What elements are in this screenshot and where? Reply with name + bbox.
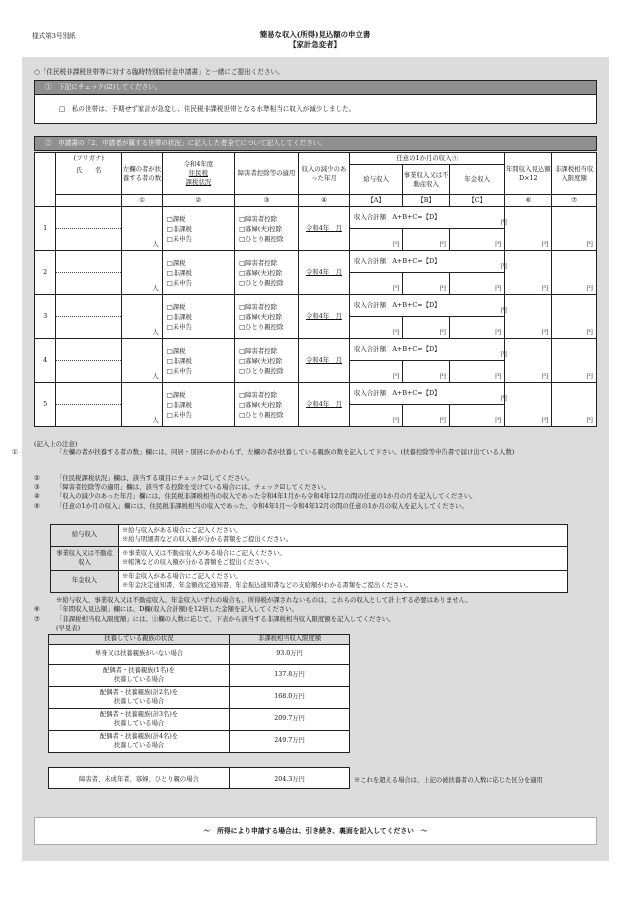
limit-input[interactable]: 円 <box>552 295 597 339</box>
annual-input[interactable]: 円 <box>505 251 552 295</box>
tax-status-option[interactable]: □課税 <box>166 258 186 267</box>
dependents-input[interactable]: 人 <box>122 251 162 295</box>
income-type-label: 年金収入 <box>51 571 119 593</box>
col-2-marker: ② <box>162 195 234 207</box>
pension-header: 年金収入 <box>450 165 505 195</box>
table-row <box>35 383 597 405</box>
section1-banner: ① 下記にチェック(☑)してください。 <box>34 80 597 95</box>
document-subtitle: 【家計急変者】 <box>289 40 341 49</box>
deduction-option[interactable]: □ひとり親控除 <box>239 322 284 331</box>
tax-status-checks[interactable] <box>162 383 234 427</box>
deduction-option[interactable]: □障害者控除 <box>239 258 278 267</box>
sum-yen[interactable]: 円 <box>501 383 505 405</box>
table-row <box>35 207 597 229</box>
income-type-text: ※給与収入がある場合にご記入ください。 ※給与明細書などの収入額が分かる書類をご提出ください。 <box>119 525 568 547</box>
deduction-option[interactable]: □ひとり親控除 <box>239 410 284 419</box>
limit-status: 配偶者・扶養親族(1名)を 扶養している場合 <box>49 665 230 687</box>
salary-header: 給与収入 <box>350 165 403 195</box>
month-header: 収入の減少のあった年月 <box>298 153 349 195</box>
annual-input[interactable]: 円 <box>505 383 552 427</box>
annual-input[interactable]: 円 <box>505 295 552 339</box>
income-type-label: 事業収入又は不動産収入 <box>51 547 119 571</box>
form-number: 様式第3号別紙 <box>32 32 76 40</box>
salary-input[interactable]: 円 <box>350 405 403 427</box>
business-input[interactable]: 円 <box>403 317 450 339</box>
sum-label: 収入合計額 A+B+C=【D】 <box>350 207 501 229</box>
dependents-input[interactable]: 人 <box>122 207 162 251</box>
annual-input[interactable]: 円 <box>505 207 552 251</box>
sum-label: 収入合計額 A+B+C=【D】 <box>350 295 501 317</box>
limit-input[interactable]: 円 <box>552 207 597 251</box>
income-note: ※給与収入、事業収入又は不動産収入、年金収入いずれの場合も、所得税が課されないものは、これらの収入として計上する必要はありません。 <box>56 596 472 604</box>
col-c-marker: 【C】 <box>450 195 505 207</box>
row-number: 2 <box>35 251 56 295</box>
pension-input[interactable]: 円 <box>450 229 505 251</box>
business-header: 事業収入又は不動産収入 <box>403 165 450 195</box>
month-input[interactable]: 令和4年 月 <box>298 339 349 383</box>
kana-input[interactable] <box>56 383 122 405</box>
row-number: 5 <box>35 383 56 427</box>
notes-heading: (記入上の注意) <box>34 440 78 448</box>
col-b-marker: 【B】 <box>403 195 450 207</box>
note-1: ① 「左欄の者が扶養する者の数」欄には、同居・別居にかかわらず、左欄の者が扶養している親族の数を記入して下さい。(扶養控除等申告書で届け出ている人数) <box>12 448 515 456</box>
row-number: 1 <box>35 207 56 251</box>
sum-label: 収入合計額 A+B+C=【D】 <box>350 383 501 405</box>
limit-amount: 137.8万円 <box>230 665 350 687</box>
tax-status-checks[interactable] <box>162 207 234 251</box>
deduction-option[interactable]: □寡婦(夫)控除 <box>239 400 283 409</box>
deduction-option[interactable]: □ひとり親控除 <box>239 278 284 287</box>
name-input[interactable] <box>56 405 122 427</box>
dependents-input[interactable]: 人 <box>122 383 162 427</box>
kana-input[interactable] <box>56 207 122 229</box>
any-month-header: 任意の1か月の収入⑤ <box>350 153 505 165</box>
tax-status-option[interactable]: □課税 <box>166 302 186 311</box>
limit-amount: 249.7万円 <box>230 731 350 753</box>
sum-yen[interactable]: 円 <box>501 251 505 273</box>
kana-input[interactable] <box>56 295 122 317</box>
footer-note: ～ 所得により申請する場合は、引き続き、裏面を記入してください ～ <box>34 817 597 845</box>
salary-input[interactable]: 円 <box>350 361 403 383</box>
tax-status-option[interactable]: □非課税 <box>166 312 192 321</box>
tax-status-option[interactable]: □課税 <box>166 214 186 223</box>
annual-header: 年間収入見込額 D×12 <box>505 153 552 195</box>
deduction-option[interactable]: □寡婦(夫)控除 <box>239 356 283 365</box>
tax-status-option[interactable]: □非課税 <box>166 268 192 277</box>
tax-status-checks[interactable] <box>162 295 234 339</box>
household-table <box>34 152 597 427</box>
deduction-option[interactable]: □障害者控除 <box>239 346 278 355</box>
limit-input[interactable]: 円 <box>552 251 597 295</box>
tax-status-checks[interactable] <box>162 339 234 383</box>
business-input[interactable]: 円 <box>403 229 450 251</box>
note-7: ⑦ 「非課税相当収入限度額」には、①欄の人数に応じて、下表から該当する非課税相当収入限度額を記入してください。 <box>34 615 395 623</box>
tax-status-option[interactable]: □非課税 <box>166 400 192 409</box>
deduction-option[interactable]: □障害者控除 <box>239 390 278 399</box>
limit-header: 非課税相当収入限度額 <box>552 153 597 195</box>
business-input[interactable]: 円 <box>403 405 450 427</box>
limit-amount: 209.7万円 <box>230 709 350 731</box>
col-6-marker: ⑥ <box>505 195 552 207</box>
annual-input[interactable]: 円 <box>505 339 552 383</box>
limit-header-status: 扶養している親族の状況 <box>49 635 230 645</box>
month-input[interactable]: 令和4年 月 <box>298 295 349 339</box>
note-4: ④ 「収入の減少のあった年月」欄には、住民税非課税相当の収入であった令和4年1月から令和4年12月の間の任意の1か月の月を記入してください。 <box>34 492 477 500</box>
col-3-marker: ③ <box>235 195 299 207</box>
name-input[interactable] <box>56 229 122 251</box>
note-3: ③ 「障害者控除等の適用」欄は、該当する控除を受けている場合には、チェック☑してください。 <box>34 483 330 491</box>
section1-checkbox-row[interactable] <box>34 95 597 124</box>
tax-status-option[interactable]: □非課税 <box>166 356 192 365</box>
limit-amount: 168.0万円 <box>230 687 350 709</box>
deduction-checks[interactable] <box>235 295 299 339</box>
tax-status-option[interactable]: □非課税 <box>166 224 192 233</box>
tax-status-option[interactable]: □未申告 <box>166 322 192 331</box>
limit-status: 配偶者・扶養親族(計2名)を 扶養している場合 <box>49 687 230 709</box>
business-input[interactable]: 円 <box>403 361 450 383</box>
limit-row <box>49 731 350 753</box>
pension-input[interactable]: 円 <box>450 273 505 295</box>
limit-row <box>49 709 350 731</box>
name-input[interactable] <box>56 317 122 339</box>
limit-row <box>49 687 350 709</box>
limit-status: 配偶者・扶養親族(計3名)を 扶養している場合 <box>49 709 230 731</box>
limit-input[interactable]: 円 <box>552 383 597 427</box>
kana-input[interactable] <box>56 251 122 273</box>
limit-table <box>48 634 350 753</box>
limit-status: 単身又は扶養親族がいない場合 <box>49 645 230 665</box>
col-a-marker: 【A】 <box>350 195 403 207</box>
tax-status-option[interactable]: □未申告 <box>166 366 192 375</box>
income-type-table <box>50 524 568 593</box>
name-input[interactable] <box>56 273 122 295</box>
deduction-option[interactable]: □ひとり親控除 <box>239 366 284 375</box>
income-type-row <box>51 571 568 593</box>
intro-text: ○「住民税非課税世帯等に対する臨時特別給付金申請書」と一緒にご提出ください。 <box>34 68 284 76</box>
row-number: 3 <box>35 295 56 339</box>
dependents-header: 左欄の者が扶養する者の数 <box>122 153 162 195</box>
pension-input[interactable]: 円 <box>450 405 505 427</box>
document-title: 簡易な収入(所得)見込額の申立書 <box>259 30 371 39</box>
deduction-option[interactable]: □障害者控除 <box>239 214 278 223</box>
deduction-checks[interactable] <box>235 339 299 383</box>
limit-special-amount: 204.3万円 <box>230 768 350 789</box>
limit-header-amount: 非課税相当収入限度額 <box>230 635 350 645</box>
deduction-header: 障害者控除等の適用 <box>235 153 299 195</box>
salary-input[interactable]: 円 <box>350 317 403 339</box>
limit-special-table <box>48 767 350 789</box>
business-input[interactable]: 円 <box>403 273 450 295</box>
limit-input[interactable]: 円 <box>552 339 597 383</box>
month-input[interactable]: 令和4年 月 <box>298 383 349 427</box>
tax-status-checks[interactable] <box>162 251 234 295</box>
col-4-marker: ④ <box>298 195 349 207</box>
income-type-row <box>51 525 568 547</box>
limit-over-note: ※これを超える場合は、上記の被扶養者の人数に応じた区分を適用 <box>354 777 543 784</box>
table-row <box>35 251 597 273</box>
deduction-option[interactable]: □寡婦(夫)控除 <box>239 268 283 277</box>
limit-row <box>49 665 350 687</box>
month-input[interactable]: 令和4年 月 <box>298 207 349 251</box>
deduction-option[interactable]: □寡婦(夫)控除 <box>239 312 283 321</box>
tax-status-header: 令和4年度 住民税 課税状況 <box>162 153 234 195</box>
month-input[interactable]: 令和4年 月 <box>298 251 349 295</box>
row-number: 4 <box>35 339 56 383</box>
income-type-text: ※事業収入又は不動産収入がある場合にご記入ください。 ※帳簿などの収入額が分かる書類をご提出ください。 <box>119 547 568 571</box>
limit-amount: 93.0万円 <box>230 645 350 665</box>
deduction-option[interactable]: □障害者控除 <box>239 302 278 311</box>
income-type-row <box>51 547 568 571</box>
table-row <box>35 339 597 361</box>
deduction-option[interactable]: □ひとり親控除 <box>239 234 284 243</box>
dependents-input[interactable]: 人 <box>122 339 162 383</box>
deduction-checks[interactable] <box>235 383 299 427</box>
col-1-marker: ① <box>122 195 162 207</box>
limit-row <box>49 645 350 665</box>
sum-yen[interactable]: 円 <box>501 207 505 229</box>
note-2: ② 「住民税課税状況」欄は、該当する項目にチェック☑してください。 <box>34 474 254 482</box>
tax-status-option[interactable]: □課税 <box>166 346 186 355</box>
kana-input[interactable] <box>56 339 122 361</box>
note-6: ⑥ 「年間収入見込額」欄には、D欄(収入合計額)を12倍した金額を記入してください。 <box>34 605 298 613</box>
limit-status: 配偶者・扶養親族(計4名)を 扶養している場合 <box>49 731 230 753</box>
pension-input[interactable]: 円 <box>450 317 505 339</box>
salary-input[interactable]: 円 <box>350 229 403 251</box>
kana-header: (フリガナ) <box>56 153 122 165</box>
income-type-label: 給与収入 <box>51 525 119 547</box>
section1-check-text: □ 私の世帯は、予期せず家計が急変し、住民税非課税世帯となる水準相当に収入が減少しました。 <box>59 105 356 113</box>
sum-yen[interactable]: 円 <box>501 339 505 361</box>
income-type-text: ※年金収入がある場合にご記入ください。 ※年金決定通知書、年金額改定通知書、年金振込通知書などの支給額がわかる書類をご提出ください。 <box>119 571 568 593</box>
limit-special-status: 障害者、未成年者、寡婦、ひとり親の場合 <box>49 768 230 789</box>
tax-status-option[interactable]: □課税 <box>166 390 186 399</box>
deduction-checks[interactable] <box>235 207 299 251</box>
name-input[interactable] <box>56 361 122 383</box>
deduction-checks[interactable] <box>235 251 299 295</box>
section2-banner: ② 申請書の「2．申請者が属する世帯の状況」に記入した者全てについて記入してください。 <box>34 136 597 151</box>
quick-ref-label: (早見表) <box>56 624 81 632</box>
salary-input[interactable]: 円 <box>350 273 403 295</box>
tax-status-option[interactable]: □未申告 <box>166 410 192 419</box>
dependents-input[interactable]: 人 <box>122 295 162 339</box>
sum-label: 収入合計額 A+B+C=【D】 <box>350 251 501 273</box>
table-row <box>35 295 597 317</box>
col-7-marker: ⑦ <box>552 195 597 207</box>
name-header: 氏 名 <box>56 165 122 195</box>
tax-status-option[interactable]: □未申告 <box>166 234 192 243</box>
pension-input[interactable]: 円 <box>450 361 505 383</box>
deduction-option[interactable]: □寡婦(夫)控除 <box>239 224 283 233</box>
sum-yen[interactable]: 円 <box>501 295 505 317</box>
tax-status-option[interactable]: □未申告 <box>166 278 192 287</box>
sum-label: 収入合計額 A+B+C=【D】 <box>350 339 501 361</box>
note-5: ⑤ 「任意の1か月の収入」欄には、住民税非課税相当の収入であった、令和4年1月～令和4年12月の間の任意の1か月の収入を記入してください。 <box>34 502 468 510</box>
